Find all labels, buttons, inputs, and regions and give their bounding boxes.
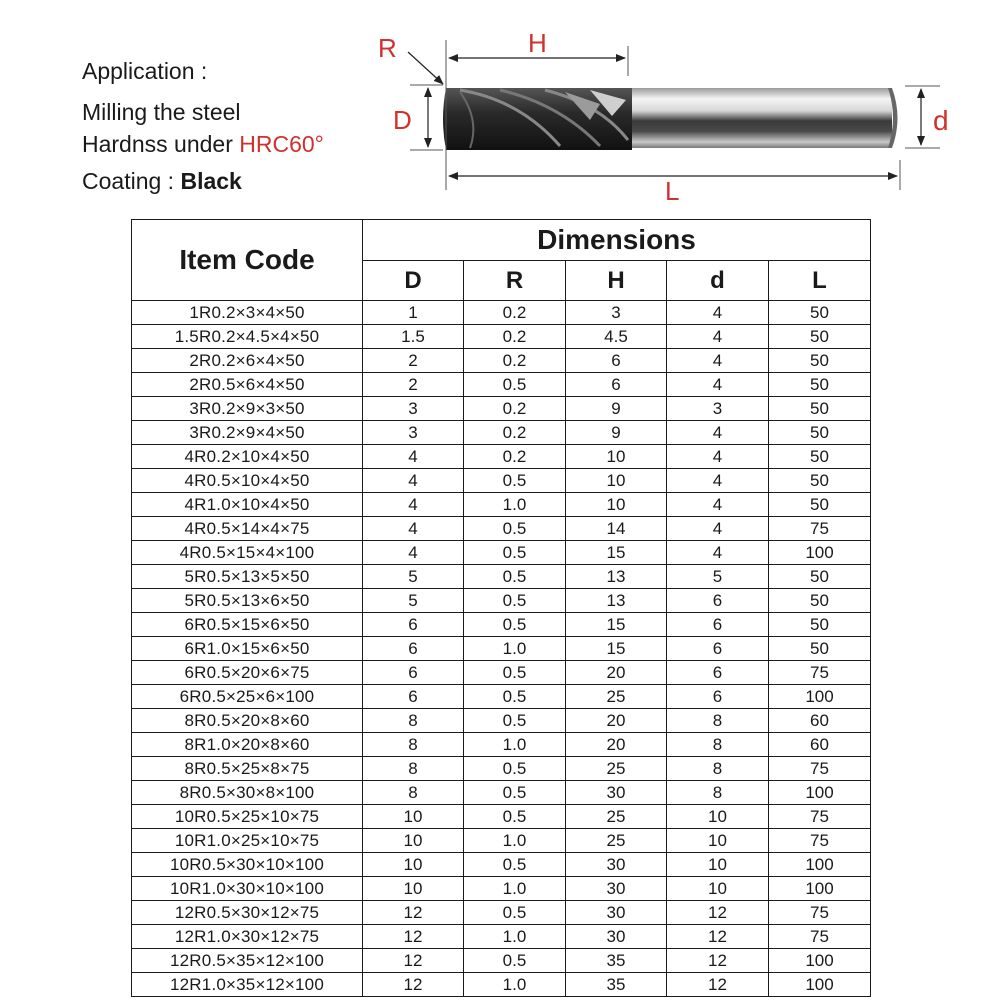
cell-R: 0.5 bbox=[464, 517, 566, 541]
cell-L: 100 bbox=[769, 781, 871, 805]
cell-item-code: 6R0.5×15×6×50 bbox=[132, 613, 363, 637]
cell-D: 10 bbox=[363, 805, 464, 829]
cell-item-code: 10R0.5×25×10×75 bbox=[132, 805, 363, 829]
header-col-D: D bbox=[363, 261, 464, 301]
cell-d: 12 bbox=[667, 901, 769, 925]
cell-d: 8 bbox=[667, 781, 769, 805]
cell-d: 12 bbox=[667, 949, 769, 973]
cell-L: 75 bbox=[769, 757, 871, 781]
cell-H: 13 bbox=[566, 589, 667, 613]
cell-d: 10 bbox=[667, 853, 769, 877]
table-row bbox=[132, 829, 871, 853]
table-row bbox=[132, 709, 871, 733]
cell-R: 0.2 bbox=[464, 349, 566, 373]
cell-D: 3 bbox=[363, 421, 464, 445]
cell-H: 25 bbox=[566, 685, 667, 709]
application-label: Application : bbox=[82, 58, 208, 84]
cell-R: 0.2 bbox=[464, 445, 566, 469]
cell-L: 50 bbox=[769, 397, 871, 421]
cell-D: 8 bbox=[363, 781, 464, 805]
cell-item-code: 6R0.5×25×6×100 bbox=[132, 685, 363, 709]
cell-D: 6 bbox=[363, 661, 464, 685]
cell-R: 0.5 bbox=[464, 805, 566, 829]
cell-D: 2 bbox=[363, 373, 464, 397]
table-row bbox=[132, 613, 871, 637]
cell-D: 4 bbox=[363, 469, 464, 493]
cell-L: 75 bbox=[769, 925, 871, 949]
tool-shank bbox=[628, 88, 892, 148]
cell-item-code: 1.5R0.2×4.5×4×50 bbox=[132, 325, 363, 349]
cell-L: 100 bbox=[769, 949, 871, 973]
cell-d: 8 bbox=[667, 709, 769, 733]
cell-item-code: 2R0.5×6×4×50 bbox=[132, 373, 363, 397]
cell-R: 1.0 bbox=[464, 637, 566, 661]
cell-item-code: 12R1.0×35×12×100 bbox=[132, 973, 363, 997]
cell-item-code: 4R0.5×10×4×50 bbox=[132, 469, 363, 493]
cell-d: 10 bbox=[667, 805, 769, 829]
cell-d: 4 bbox=[667, 373, 769, 397]
cell-H: 6 bbox=[566, 373, 667, 397]
cell-d: 10 bbox=[667, 829, 769, 853]
label-D: D bbox=[393, 105, 412, 135]
cell-L: 75 bbox=[769, 901, 871, 925]
table-row bbox=[132, 445, 871, 469]
cell-H: 25 bbox=[566, 829, 667, 853]
cell-d: 8 bbox=[667, 733, 769, 757]
table-row bbox=[132, 517, 871, 541]
cell-item-code: 6R0.5×20×6×75 bbox=[132, 661, 363, 685]
cell-item-code: 5R0.5×13×6×50 bbox=[132, 589, 363, 613]
cell-R: 1.0 bbox=[464, 877, 566, 901]
cell-D: 4 bbox=[363, 493, 464, 517]
cell-D: 12 bbox=[363, 973, 464, 997]
cell-L: 100 bbox=[769, 685, 871, 709]
cell-d: 5 bbox=[667, 565, 769, 589]
cell-H: 20 bbox=[566, 709, 667, 733]
cell-L: 75 bbox=[769, 805, 871, 829]
header-col-d: d bbox=[667, 261, 769, 301]
table-row bbox=[132, 733, 871, 757]
cell-H: 35 bbox=[566, 973, 667, 997]
coating-label: Coating : bbox=[82, 168, 175, 194]
cell-R: 0.5 bbox=[464, 469, 566, 493]
cell-R: 1.0 bbox=[464, 925, 566, 949]
cell-R: 0.5 bbox=[464, 613, 566, 637]
cell-d: 12 bbox=[667, 973, 769, 997]
cell-d: 4 bbox=[667, 517, 769, 541]
cell-d: 4 bbox=[667, 301, 769, 325]
cell-L: 50 bbox=[769, 565, 871, 589]
cell-d: 4 bbox=[667, 349, 769, 373]
table-row bbox=[132, 493, 871, 517]
application-line-1: Milling the steel bbox=[82, 99, 241, 125]
cell-R: 1.0 bbox=[464, 493, 566, 517]
cell-item-code: 4R0.2×10×4×50 bbox=[132, 445, 363, 469]
cell-H: 15 bbox=[566, 613, 667, 637]
table-row bbox=[132, 589, 871, 613]
cell-H: 25 bbox=[566, 805, 667, 829]
cell-D: 8 bbox=[363, 757, 464, 781]
cell-D: 4 bbox=[363, 541, 464, 565]
cell-d: 6 bbox=[667, 685, 769, 709]
table-row bbox=[132, 781, 871, 805]
table-row bbox=[132, 877, 871, 901]
table-row bbox=[132, 301, 871, 325]
cell-H: 14 bbox=[566, 517, 667, 541]
cell-R: 0.5 bbox=[464, 541, 566, 565]
cell-d: 3 bbox=[667, 397, 769, 421]
cell-H: 15 bbox=[566, 637, 667, 661]
cell-R: 0.5 bbox=[464, 685, 566, 709]
cell-H: 30 bbox=[566, 901, 667, 925]
cell-item-code: 12R1.0×30×12×75 bbox=[132, 925, 363, 949]
cell-d: 4 bbox=[667, 445, 769, 469]
cell-L: 75 bbox=[769, 829, 871, 853]
cell-H: 30 bbox=[566, 877, 667, 901]
cell-L: 50 bbox=[769, 589, 871, 613]
cell-item-code: 8R0.5×25×8×75 bbox=[132, 757, 363, 781]
table-row bbox=[132, 853, 871, 877]
cell-item-code: 8R0.5×20×8×60 bbox=[132, 709, 363, 733]
hardness-prefix: Hardnss under bbox=[82, 131, 240, 157]
cell-R: 0.5 bbox=[464, 757, 566, 781]
end-mill-diagram bbox=[0, 0, 1000, 215]
cell-H: 30 bbox=[566, 925, 667, 949]
cell-item-code: 10R0.5×30×10×100 bbox=[132, 853, 363, 877]
cell-D: 8 bbox=[363, 709, 464, 733]
label-H: H bbox=[528, 28, 547, 58]
table-row bbox=[132, 469, 871, 493]
cell-D: 12 bbox=[363, 901, 464, 925]
cell-L: 50 bbox=[769, 493, 871, 517]
cell-item-code: 12R0.5×35×12×100 bbox=[132, 949, 363, 973]
hardness-value: HRC60° bbox=[239, 131, 324, 157]
cell-item-code: 1R0.2×3×4×50 bbox=[132, 301, 363, 325]
cell-item-code: 4R0.5×14×4×75 bbox=[132, 517, 363, 541]
cell-R: 0.5 bbox=[464, 373, 566, 397]
table-row bbox=[132, 349, 871, 373]
cell-item-code: 6R1.0×15×6×50 bbox=[132, 637, 363, 661]
cell-D: 10 bbox=[363, 853, 464, 877]
cell-R: 0.5 bbox=[464, 781, 566, 805]
cell-D: 8 bbox=[363, 733, 464, 757]
cell-d: 10 bbox=[667, 877, 769, 901]
table-row bbox=[132, 901, 871, 925]
cell-D: 6 bbox=[363, 685, 464, 709]
table-row bbox=[132, 325, 871, 349]
cell-L: 50 bbox=[769, 373, 871, 397]
cell-D: 1 bbox=[363, 301, 464, 325]
table-row bbox=[132, 949, 871, 973]
cell-D: 6 bbox=[363, 637, 464, 661]
cell-H: 10 bbox=[566, 469, 667, 493]
cell-D: 5 bbox=[363, 589, 464, 613]
cell-D: 1.5 bbox=[363, 325, 464, 349]
cell-d: 6 bbox=[667, 613, 769, 637]
table-row bbox=[132, 685, 871, 709]
cell-item-code: 4R0.5×15×4×100 bbox=[132, 541, 363, 565]
cell-L: 100 bbox=[769, 853, 871, 877]
cell-R: 0.2 bbox=[464, 397, 566, 421]
cell-L: 100 bbox=[769, 541, 871, 565]
dimension-r-arrow bbox=[408, 52, 443, 84]
cell-L: 50 bbox=[769, 469, 871, 493]
table-row bbox=[132, 805, 871, 829]
cell-D: 10 bbox=[363, 829, 464, 853]
cell-R: 0.5 bbox=[464, 901, 566, 925]
cell-d: 4 bbox=[667, 541, 769, 565]
cell-d: 4 bbox=[667, 493, 769, 517]
header-col-R: R bbox=[464, 261, 566, 301]
cell-H: 10 bbox=[566, 493, 667, 517]
cell-H: 30 bbox=[566, 853, 667, 877]
table-row bbox=[132, 373, 871, 397]
cell-H: 9 bbox=[566, 397, 667, 421]
cell-item-code: 2R0.2×6×4×50 bbox=[132, 349, 363, 373]
cell-L: 60 bbox=[769, 733, 871, 757]
cell-R: 0.2 bbox=[464, 301, 566, 325]
cell-L: 50 bbox=[769, 325, 871, 349]
table-row bbox=[132, 661, 871, 685]
cell-item-code: 12R0.5×30×12×75 bbox=[132, 901, 363, 925]
cell-d: 6 bbox=[667, 661, 769, 685]
cell-D: 3 bbox=[363, 397, 464, 421]
table-row bbox=[132, 925, 871, 949]
cell-H: 10 bbox=[566, 445, 667, 469]
header-item-code: Item Code bbox=[132, 220, 363, 301]
cell-L: 100 bbox=[769, 877, 871, 901]
table-row bbox=[132, 565, 871, 589]
table-row bbox=[132, 973, 871, 997]
cell-H: 6 bbox=[566, 349, 667, 373]
cell-H: 15 bbox=[566, 541, 667, 565]
cell-R: 1.0 bbox=[464, 733, 566, 757]
cell-D: 12 bbox=[363, 925, 464, 949]
table-row bbox=[132, 421, 871, 445]
cell-R: 1.0 bbox=[464, 829, 566, 853]
cell-L: 75 bbox=[769, 661, 871, 685]
coating-value: Black bbox=[180, 168, 242, 194]
cell-H: 35 bbox=[566, 949, 667, 973]
table-row bbox=[132, 541, 871, 565]
cell-R: 0.2 bbox=[464, 325, 566, 349]
cell-L: 100 bbox=[769, 973, 871, 997]
cell-H: 4.5 bbox=[566, 325, 667, 349]
cell-L: 50 bbox=[769, 445, 871, 469]
table-row bbox=[132, 637, 871, 661]
cell-H: 20 bbox=[566, 661, 667, 685]
cell-H: 13 bbox=[566, 565, 667, 589]
cell-R: 1.0 bbox=[464, 973, 566, 997]
cell-item-code: 3R0.2×9×4×50 bbox=[132, 421, 363, 445]
cell-D: 2 bbox=[363, 349, 464, 373]
cell-item-code: 8R1.0×20×8×60 bbox=[132, 733, 363, 757]
cell-d: 4 bbox=[667, 421, 769, 445]
cell-item-code: 3R0.2×9×3×50 bbox=[132, 397, 363, 421]
cell-d: 6 bbox=[667, 637, 769, 661]
cell-D: 12 bbox=[363, 949, 464, 973]
cell-R: 0.5 bbox=[464, 661, 566, 685]
cell-D: 6 bbox=[363, 613, 464, 637]
cell-R: 0.2 bbox=[464, 421, 566, 445]
spec-table-body bbox=[132, 301, 871, 997]
cell-L: 50 bbox=[769, 349, 871, 373]
cell-L: 75 bbox=[769, 517, 871, 541]
cell-L: 50 bbox=[769, 421, 871, 445]
cell-item-code: 4R1.0×10×4×50 bbox=[132, 493, 363, 517]
label-R: R bbox=[378, 33, 397, 63]
cell-D: 4 bbox=[363, 517, 464, 541]
cell-item-code: 5R0.5×13×5×50 bbox=[132, 565, 363, 589]
label-d: d bbox=[933, 105, 949, 136]
cell-L: 50 bbox=[769, 637, 871, 661]
cell-D: 5 bbox=[363, 565, 464, 589]
table-row bbox=[132, 757, 871, 781]
cell-L: 50 bbox=[769, 613, 871, 637]
cell-d: 8 bbox=[667, 757, 769, 781]
cell-item-code: 8R0.5×30×8×100 bbox=[132, 781, 363, 805]
cell-R: 0.5 bbox=[464, 589, 566, 613]
cell-D: 4 bbox=[363, 445, 464, 469]
cell-H: 20 bbox=[566, 733, 667, 757]
cell-L: 60 bbox=[769, 709, 871, 733]
cell-H: 9 bbox=[566, 421, 667, 445]
cell-H: 25 bbox=[566, 757, 667, 781]
cell-item-code: 10R1.0×30×10×100 bbox=[132, 877, 363, 901]
spec-table bbox=[131, 219, 871, 997]
header-col-L: L bbox=[769, 261, 871, 301]
cell-H: 3 bbox=[566, 301, 667, 325]
cell-H: 30 bbox=[566, 781, 667, 805]
cell-R: 0.5 bbox=[464, 949, 566, 973]
cell-d: 4 bbox=[667, 325, 769, 349]
cell-R: 0.5 bbox=[464, 565, 566, 589]
cell-d: 12 bbox=[667, 925, 769, 949]
table-row bbox=[132, 397, 871, 421]
cell-D: 10 bbox=[363, 877, 464, 901]
header-col-H: H bbox=[566, 261, 667, 301]
cell-item-code: 10R1.0×25×10×75 bbox=[132, 829, 363, 853]
cell-d: 4 bbox=[667, 469, 769, 493]
header-dimensions: Dimensions bbox=[363, 220, 871, 261]
cell-d: 6 bbox=[667, 589, 769, 613]
label-L: L bbox=[665, 176, 680, 206]
cell-R: 0.5 bbox=[464, 709, 566, 733]
cell-R: 0.5 bbox=[464, 853, 566, 877]
cell-L: 50 bbox=[769, 301, 871, 325]
